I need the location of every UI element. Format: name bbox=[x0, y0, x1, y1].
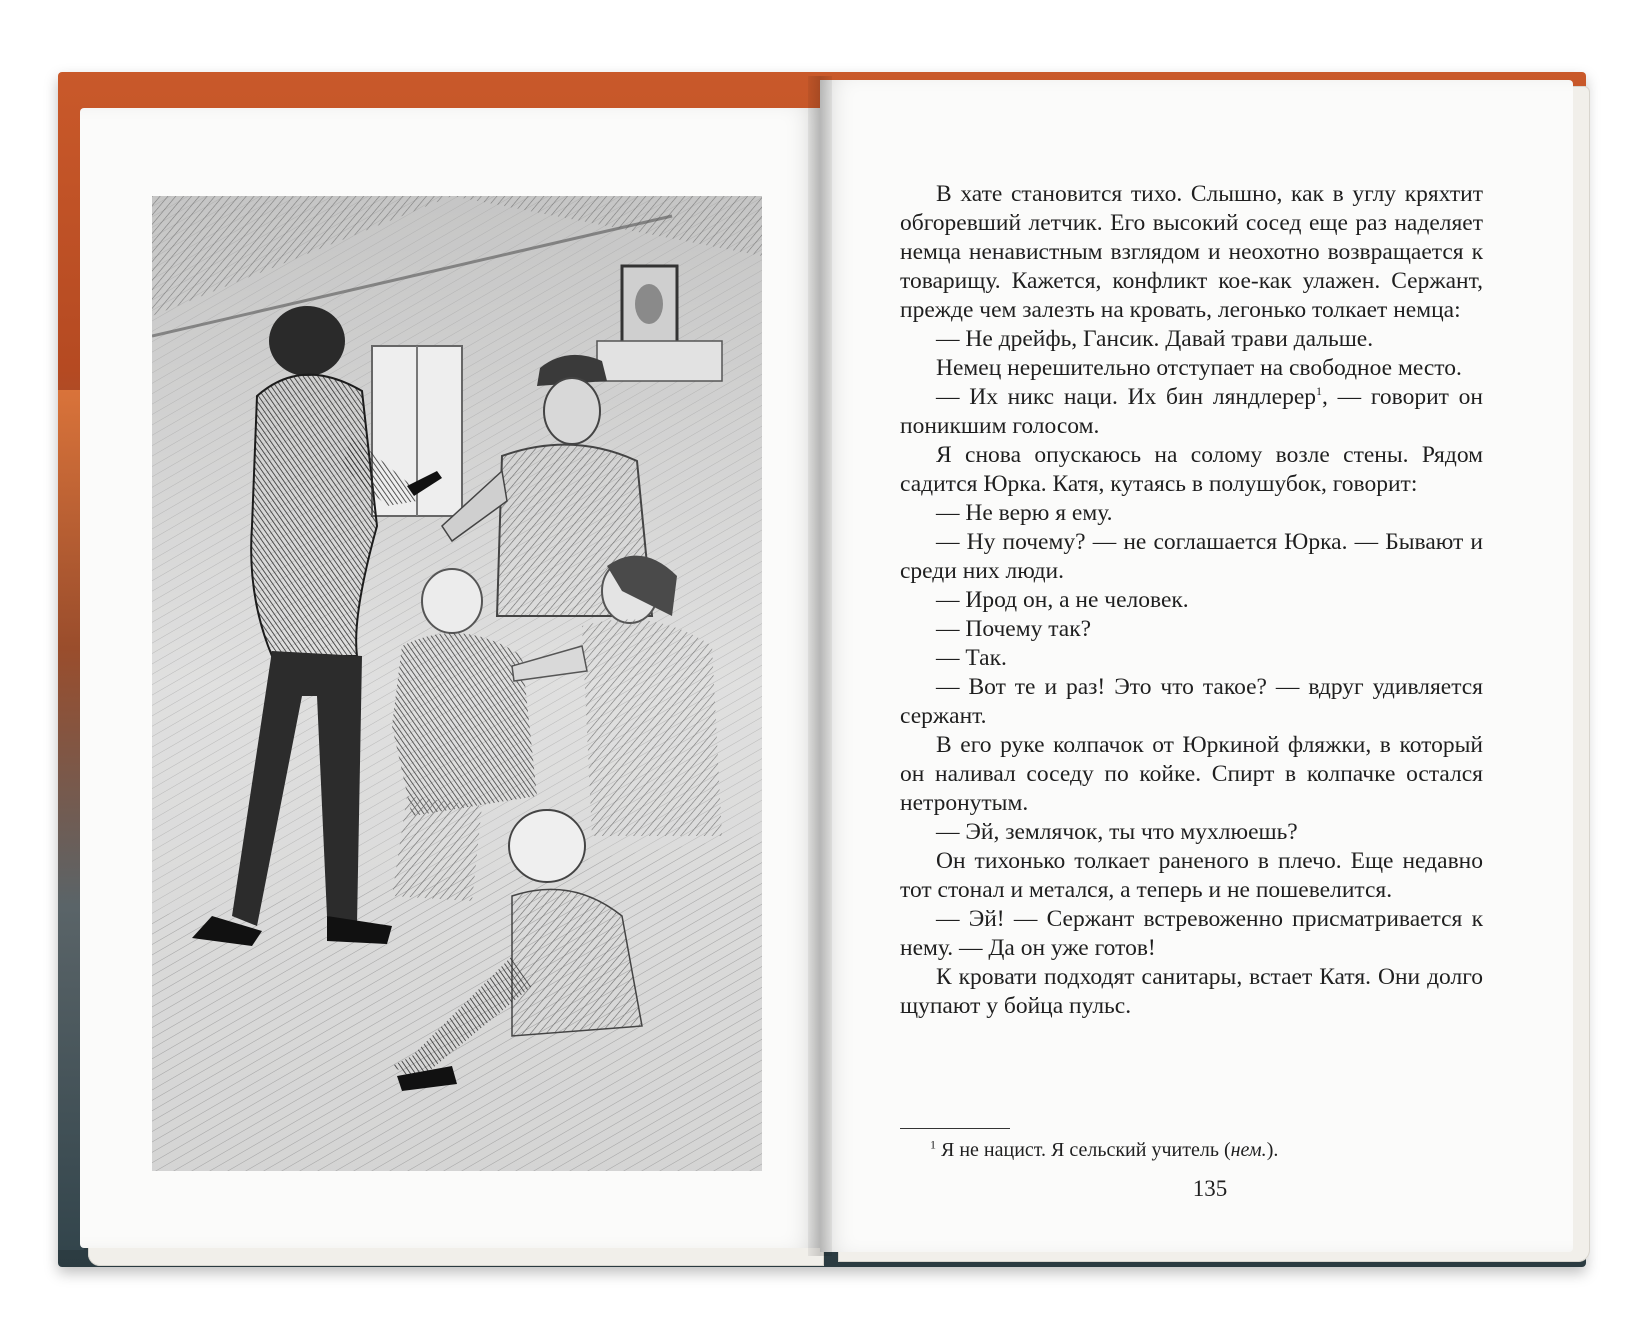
main-text bbox=[900, 180, 1483, 1021]
footnote-tail: ). bbox=[1266, 1139, 1279, 1161]
paragraph-tail: , — говорит он поникшим голосом. bbox=[900, 384, 1483, 439]
paragraph-text: — Их никс наци. Их бин ляндлерер bbox=[936, 384, 1317, 410]
paragraph: — Вот те и раз! Это что такое? — вдруг удивляется сержант. bbox=[900, 674, 1483, 729]
paragraph: — Не верю я ему. bbox=[936, 500, 1113, 526]
paragraph: Немец нерешительно отступает на свободное место. bbox=[936, 355, 1462, 381]
footnote-text: Я не нацист. Я сельский учитель ( bbox=[936, 1139, 1231, 1161]
paragraph: — Эй! — Сержант встревоженно присматривается к нему. — Да он уже готов! bbox=[900, 906, 1483, 961]
paragraph-with-footnote bbox=[900, 383, 1483, 441]
footnote-number: 1 bbox=[930, 1137, 936, 1152]
footnote-italic: нем. bbox=[1230, 1139, 1267, 1161]
paragraph: — Ну почему? — не соглашается Юрка. — Бывают и среди них люди. bbox=[900, 529, 1483, 584]
pencil-illustration bbox=[152, 196, 762, 1171]
footnote-marker: 1 bbox=[1316, 384, 1323, 399]
paragraph: Я снова опускаюсь на солому возле стены. Рядом садится Юрка. Катя, кутаясь в полушубок, говорит: bbox=[900, 442, 1483, 497]
page-number: 135 bbox=[1192, 1176, 1228, 1201]
paragraph: — Эй, землячок, ты что мухлюешь? bbox=[936, 819, 1298, 845]
paragraph: — Почему так? bbox=[936, 616, 1092, 642]
paragraph: К кровати подходят санитары, встает Катя. Они долго щупают у бойца пульс. bbox=[900, 964, 1483, 1019]
footnote bbox=[930, 1137, 1490, 1163]
paragraph: В его руке колпачок от Юркиной фляжки, в который он наливал соседу по койке. Спирт в колпачке остался нетронутым. bbox=[900, 732, 1483, 816]
paragraph: — Так. bbox=[936, 645, 1007, 671]
paragraph: В хате становится тихо. Слышно, как в углу кряхтит обгоревший летчик. Его высокий сосед еще раз наделяет немца ненавистным взглядом и неохотно возвращается к товарищу. Кажется, конфликт кое-как улажен. Сержант, прежде чем залезть на кровать, легонько толкает немца: bbox=[900, 181, 1483, 323]
footnote-rule bbox=[900, 1128, 1010, 1129]
paragraph: — Ирод он, а не человек. bbox=[936, 587, 1189, 613]
paragraph: Он тихонько толкает раненого в плечо. Еще недавно тот стонал и метался, а теперь и не пошевелится. bbox=[900, 848, 1483, 903]
book-gutter bbox=[808, 76, 832, 1256]
paragraph: — Не дрейфь, Гансик. Давай трави дальше. bbox=[936, 326, 1374, 352]
